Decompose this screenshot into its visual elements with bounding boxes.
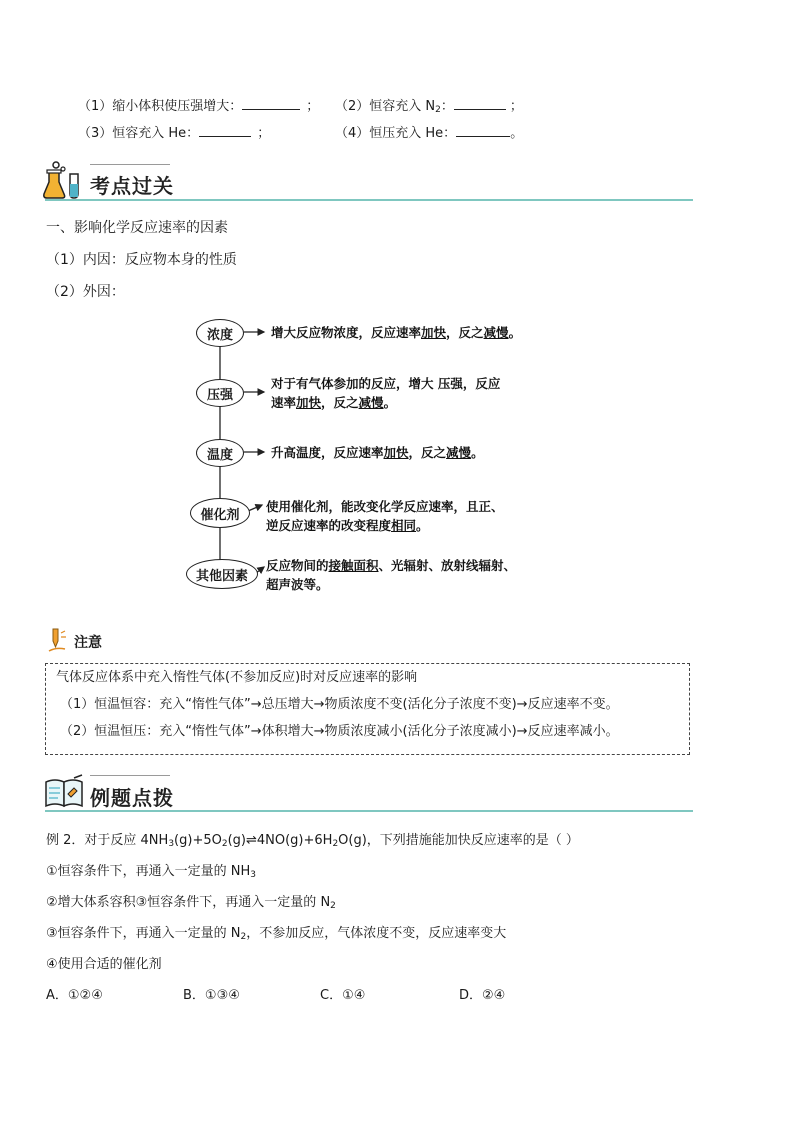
- factor-desc-catalyst: 使用催化剂，能改变化学反应速率，且正、 逆反应速率的改变程度相同。: [266, 499, 504, 533]
- heading-factors: 一、影响化学反应速率的因素: [46, 220, 228, 236]
- flask-icon: [42, 160, 84, 200]
- option-3: ③恒容条件下，再通入一定量的 $N_2$，不参加反应，气体浓度不变，反应速率变大: [46, 926, 507, 942]
- factor-desc-temperature: 升高温度，反应速率加快，反之减慢。: [271, 445, 484, 460]
- section-title-kaodian: 考点过关: [90, 174, 174, 198]
- question-item-4: （4）恒压充入 He： 。: [335, 126, 524, 141]
- example-question: 例 2．对于反应 $4NH_3(g)+5O_2(g)\rightleftharpoons 4NO(g)+6H_2O(g)$，下列措施能加快反应速率的是（ ）: [46, 833, 579, 849]
- answer-blank[interactable]: [242, 97, 300, 110]
- note-line-3: （2）恒温恒压：充入“惰性气体”→体积增大→物质浓度减小(活化分子浓度减小)→反应速率减小。: [60, 724, 619, 739]
- choice-b[interactable]: B．①③④: [183, 988, 240, 1003]
- factor-node-concentration: 浓度: [196, 319, 244, 347]
- option-4: ④使用合适的催化剂: [46, 957, 162, 972]
- note-label: 注意: [74, 635, 102, 651]
- answer-blank[interactable]: [456, 124, 510, 137]
- choice-a[interactable]: A．①②④: [46, 988, 103, 1003]
- note-line-2: （1）恒温恒容：充入“惰性气体”→总压增大→物质浓度不变(活化分子浓度不变)→反应速率不变。: [60, 697, 619, 712]
- option-1: ①恒容条件下，再通入一定量的 $NH_3$: [46, 864, 257, 880]
- factor-node-temperature: 温度: [196, 439, 244, 467]
- section-top-line: [90, 164, 170, 165]
- book-icon: [44, 774, 86, 810]
- section-top-line: [90, 775, 170, 776]
- factor-desc-other: 反应物间的接触面积、光辐射、放射线辐射、 超声波等。: [266, 558, 517, 592]
- choice-d[interactable]: D．②④: [459, 988, 506, 1003]
- section-divider: [45, 810, 693, 812]
- question-item-3: （3）恒容充入 He： ；: [78, 126, 271, 141]
- factor-desc-pressure: 对于有气体参加的反应，增大 压强，反应 速率加快，反之减慢。: [271, 376, 501, 410]
- question-item-2: （2）恒容充入 $N_2$： ；: [335, 99, 523, 115]
- pen-icon: [46, 627, 68, 653]
- section-title-example: 例题点拨: [90, 786, 174, 810]
- factor-node-other: 其他因素: [186, 559, 258, 589]
- factor-desc-concentration: 增大反应物浓度，反应速率加快，反之减慢。: [271, 325, 522, 340]
- section-divider: [45, 199, 693, 201]
- choice-c[interactable]: C．①④: [320, 988, 366, 1003]
- note-box: [45, 663, 690, 755]
- factor-node-pressure: 压强: [196, 379, 244, 407]
- answer-blank[interactable]: [199, 124, 251, 137]
- option-2: ②增大体系容积③恒容条件下，再通入一定量的 $N_2$: [46, 895, 336, 911]
- answer-blank[interactable]: [454, 97, 506, 110]
- question-item-1: （1）缩小体积使压强增大： ；: [78, 99, 320, 114]
- note-line-1: 气体反应体系中充入惰性气体(不参加反应)时对反应速率的影响: [56, 670, 418, 685]
- external-factor: （2）外因：: [46, 284, 125, 300]
- internal-factor: （1）内因：反应物本身的性质: [46, 252, 237, 268]
- factor-node-catalyst: 催化剂: [190, 498, 250, 528]
